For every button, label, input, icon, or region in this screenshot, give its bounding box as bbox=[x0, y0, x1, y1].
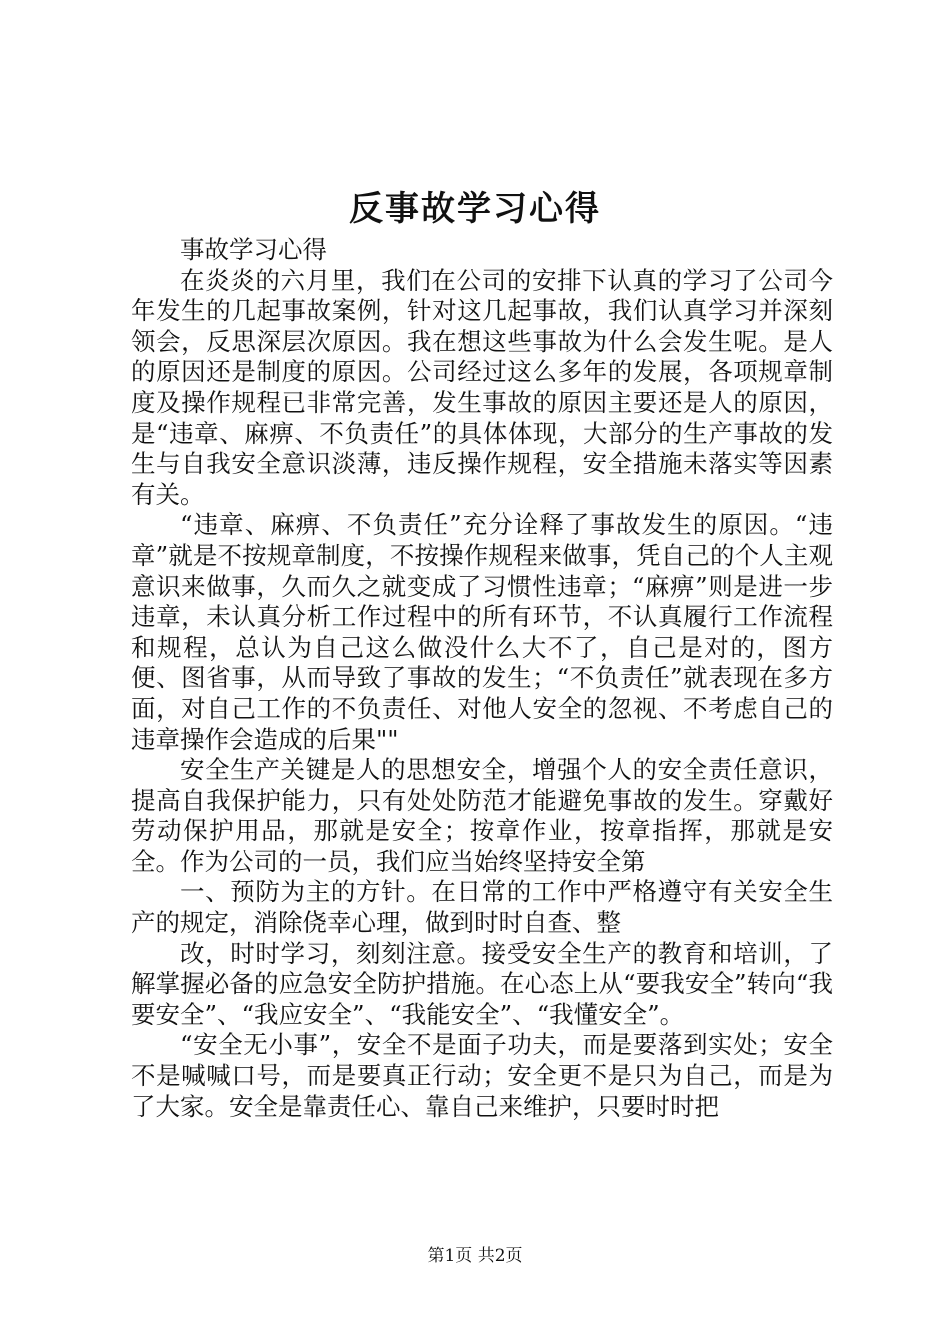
page-number-footer: 第1页 共2页 bbox=[427, 1246, 523, 1266]
paragraph-5: 改，时时学习，刻刻注意。接受安全生产的教育和培训，了解掌握必备的应急安全防护措施。在心态上从“要我安全”转向“我要安全”、“我应安全”、“我能安全”、“我懂安全”。 bbox=[131, 938, 833, 1029]
paragraph-3: 安全生产关键是人的思想安全，增强个人的安全责任意识，提高自我保护能力，只有处处防范才能避免事故的发生。穿戴好劳动保护用品，那就是安全；按章作业，按章指挥，那就是安全。作为公司的一员，我们应当始终坚持安全第 bbox=[131, 755, 833, 876]
paragraph-6: “安全无小事”，安全不是面子功夫，而是要落到实处；安全不是喊喊口号，而是要真正行动；安全更不是只为自己，而是为了大家。安全是靠责任心、靠自己来维护，只要时时把 bbox=[131, 1030, 833, 1121]
document-title: 反事故学习心得 bbox=[349, 189, 601, 229]
paragraph-subtitle: 事故学习心得 bbox=[180, 235, 327, 264]
paragraph-2: “违章、麻痹、不负责任”充分诠释了事故发生的原因。“违章”就是不按规章制度，不按操作规程来做事，凭自己的个人主观意识来做事，久而久之就变成了习惯性违章；“麻痹”则是进一步违章，未认真分析工作过程中的所有环节，不认真履行工作流程和规程，总认为自己这么做没什么大不了，自己是对的，图方便、图省事，从而导致了事故的发生；“不负责任”就表现在多方面，对自己工作的不负责任、对他人安全的忽视、不考虑自己的违章操作会造成的后果"" bbox=[131, 510, 833, 754]
document-body bbox=[131, 235, 833, 1122]
paragraph-1: 在炎炎的六月里，我们在公司的安排下认真的学习了公司今年发生的几起事故案例，针对这几起事故，我们认真学习并深刻领会，反思深层次原因。我在想这些事故为什么会发生呢。是人的原因还是制度的原因。公司经过这么多年的发展，各项规章制度及操作规程已非常完善，发生事故的原因主要还是人的原因，是“违章、麻痹、不负责任”的具体体现，大部分的生产事故的发生与自我安全意识淡薄，违反操作规程，安全措施未落实等因素有关。 bbox=[131, 265, 833, 509]
paragraph-4: 一、预防为主的方针。在日常的工作中严格遵守有关安全生产的规定，消除侥幸心理，做到时时自查、整 bbox=[131, 877, 833, 938]
